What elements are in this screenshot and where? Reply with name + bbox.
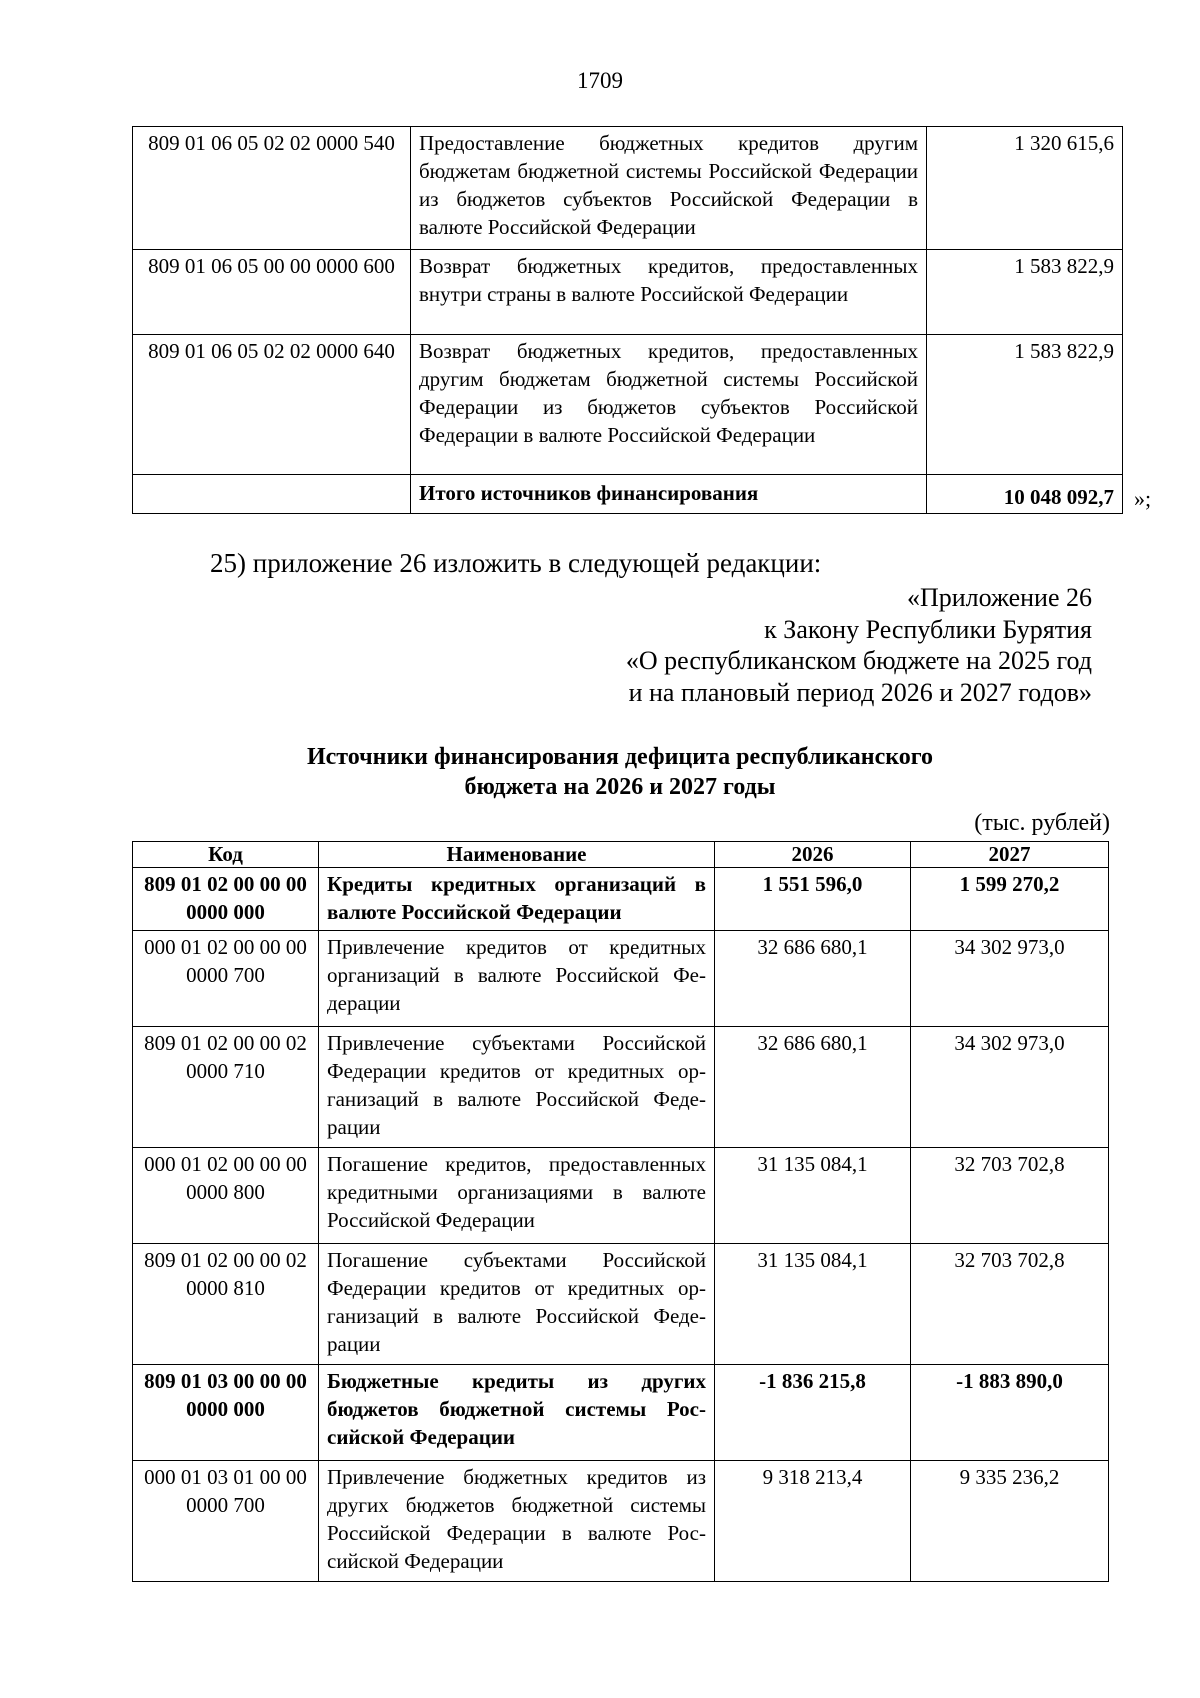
- table-row: [133, 1365, 1109, 1461]
- appendix-line: «О республиканском бюджете на 2025 год: [625, 646, 1092, 675]
- value-2027: 1 599 270,2: [911, 868, 1109, 931]
- code-cell: 000 01 03 01 00 00 0000 700: [133, 1461, 319, 1582]
- financing-sources-table: [132, 841, 1109, 1582]
- code-cell: 000 01 02 00 00 00 0000 800: [133, 1148, 319, 1244]
- value-2027: 32 703 702,8: [911, 1148, 1109, 1244]
- table-row: [133, 1461, 1109, 1582]
- page-number: 1709: [577, 68, 623, 93]
- name-cell: Привлечение бюджетных кредитов из других бюджетов бюджетной системы Российской Федерации в валюте Российской Федерации: [319, 1461, 715, 1582]
- code-cell: 809 01 06 05 02 02 0000 640: [133, 335, 411, 475]
- units-label: (тыс. рублей): [974, 810, 1110, 836]
- value-2026: 9 318 213,4: [715, 1461, 911, 1582]
- value-2026: -1 836 215,8: [715, 1365, 911, 1461]
- amendment-item: 25) приложение 26 изложить в следующей редакции:: [210, 548, 822, 578]
- table-row: [133, 1244, 1109, 1365]
- appendix-header: [626, 582, 1092, 708]
- title-line: бюджета на 2026 и 2027 годы: [464, 774, 776, 800]
- value-cell: 1 320 615,6: [927, 127, 1123, 250]
- name-cell: Погашение кредитов, предоставленных кредитными организациями в валюте Российской Федерации: [319, 1148, 715, 1244]
- appendix-line: «Приложение 26: [906, 583, 1092, 612]
- code-cell: 809 01 02 00 00 02 0000 810: [133, 1244, 319, 1365]
- name-cell: Погашение субъектами Российской Федерации кредитов от кредитных организаций в валюте Российской Федерации: [319, 1244, 715, 1365]
- value-2027: 34 302 973,0: [911, 931, 1109, 1027]
- value-2027: 9 335 236,2: [911, 1461, 1109, 1582]
- name-cell: Предоставление бюджетных кредитов другим бюджетам бюджетной системы Российской Федерации из бюджетов субъектов Российской Федерации в валюте Российской Федерации: [411, 127, 927, 250]
- code-cell: 809 01 02 00 00 02 0000 710: [133, 1027, 319, 1148]
- total-label: Итого источников финансирования: [411, 475, 927, 514]
- table-title: [120, 742, 1120, 802]
- code-cell: 809 01 06 05 02 02 0000 540: [133, 127, 411, 250]
- total-value: 10 048 092,7: [927, 475, 1123, 514]
- code-cell: 809 01 06 05 00 00 0000 600: [133, 250, 411, 335]
- name-cell: Возврат бюджетных кредитов, предоставленных другим бюджетам бюджетной системы Российской Федерации из бюджетов субъектов Российской Федерации в валюте Российской Федерации: [411, 335, 927, 475]
- table-row: [133, 127, 1123, 250]
- table-row: [133, 1148, 1109, 1244]
- code-cell: 809 01 02 00 00 00 0000 000: [133, 868, 319, 931]
- name-cell: Привлечение субъектами Российской Федерации кредитов от кредитных организаций в валюте Российской Федерации: [319, 1027, 715, 1148]
- header-code: Код: [133, 842, 319, 868]
- header-2027: 2027: [911, 842, 1109, 868]
- header-2026: 2026: [715, 842, 911, 868]
- table-row: [133, 250, 1123, 335]
- name-cell: Бюджетные кредиты из других бюджетов бюджетной системы Российской Федерации: [319, 1365, 715, 1461]
- closing-quote-mark: »;: [1134, 486, 1152, 511]
- value-2026: 32 686 680,1: [715, 1027, 911, 1148]
- name-cell: Кредиты кредитных организаций в валюте Российской Федерации: [319, 868, 715, 931]
- value-cell: 1 583 822,9: [927, 335, 1123, 475]
- value-2026: 32 686 680,1: [715, 931, 911, 1027]
- header-name: Наименование: [319, 842, 715, 868]
- appendix-line: к Закону Республики Бурятия: [764, 614, 1092, 644]
- value-2026: 1 551 596,0: [715, 868, 911, 931]
- total-row: [133, 475, 1123, 514]
- header-row: [133, 842, 1109, 868]
- code-cell: [133, 475, 411, 514]
- name-cell: Возврат бюджетных кредитов, предоставленных внутри страны в валюте Российской Федерации: [411, 250, 927, 335]
- title-line: Источники финансирования дефицита республиканского: [306, 744, 934, 770]
- value-2027: 32 703 702,8: [911, 1244, 1109, 1365]
- value-2026: 31 135 084,1: [715, 1244, 911, 1365]
- table-row: [133, 1027, 1109, 1148]
- appendix-line: и на плановый период 2026 и 2027 годов»: [628, 677, 1092, 707]
- table-row: [133, 335, 1123, 475]
- name-cell: Привлечение кредитов от кредитных организаций в валюте Российской Федерации: [319, 931, 715, 1027]
- value-2026: 31 135 084,1: [715, 1148, 911, 1244]
- table-row: [133, 931, 1109, 1027]
- code-cell: 000 01 02 00 00 00 0000 700: [133, 931, 319, 1027]
- value-cell: 1 583 822,9: [927, 250, 1123, 335]
- value-2027: -1 883 890,0: [911, 1365, 1109, 1461]
- top-sources-table: [132, 126, 1123, 514]
- code-cell: 809 01 03 00 00 00 0000 000: [133, 1365, 319, 1461]
- table-row: [133, 868, 1109, 931]
- value-2027: 34 302 973,0: [911, 1027, 1109, 1148]
